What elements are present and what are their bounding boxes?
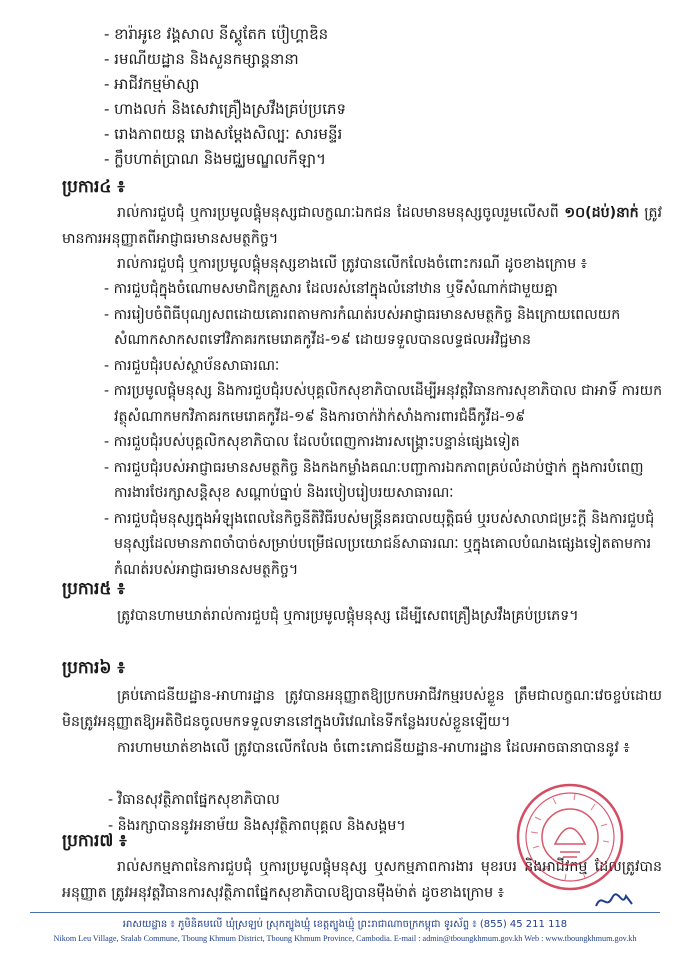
- footer-address-english: Nikom Leu Village, Sralab Commune, Tboung Khmum District, Tboung Khmum Province, Cambodia. E-mail : admin@tboungkhmum.gov.kh Web : www.tboungkhmum.gov.kh: [53, 934, 637, 943]
- article4-text-a: រាល់ការជួបជុំ ឬការប្រមូលផ្តុំមនុស្សជាលក្ខណៈឯកជន ដែលមានមនុស្សចូលរួមលើសពី: [117, 205, 565, 221]
- list-item: - ការជួបជុំក្នុងចំណោមសមាជិកគ្រួសារ ដែលរស់នៅក្នុងលំនៅឋាន ឬទីសំណាក់ជាមួយគ្នា: [104, 281, 558, 297]
- list-item: - ការជួបជុំរបស់បុគ្គលិកសុខាភិបាល ដែលបំពេញការងារសង្គ្រោះបន្ទាន់ផ្សេងទៀត: [104, 434, 520, 450]
- article4-paragraph-1: [62, 201, 662, 252]
- article5-heading: ប្រការ៥ ៖: [62, 579, 125, 599]
- list-item: - និងរក្សាបាននូវអនាម័យ និងសុវត្ថិភាពបុគ្គល និងសង្គម។: [108, 817, 406, 834]
- article6-heading: ប្រការ៦ ៖: [62, 658, 125, 678]
- article6-paragraph-2: ការហាមឃាត់ខាងលើ ត្រូវបានលើកលែង ចំពោះភោជនីយដ្ឋាន-អាហារដ្ឋាន ដែលអាចធានាបាននូវ ៖: [117, 740, 630, 756]
- top-bullet-list: [104, 22, 664, 172]
- article6-paragraph-1: គ្រប់ភោជនីយដ្ឋាន-អាហារដ្ឋាន ត្រូវបានអនុញ្ញាតឱ្យប្រកបអាជីវកម្មរបស់ខ្លួន ត្រឹមជាលក្ខណៈវេចខ្ចប់ដោយមិនត្រូវអនុញ្ញាតឱ្យអតិថិជនចូលមកទទួលទាននៅក្នុងបរិវេណនៃទីកន្លែងរបស់ខ្លួនឡើយ។: [62, 688, 662, 730]
- article7-paragraph: រាល់សកម្មភាពនៃការជួបជុំ ឬការប្រមូលផ្តុំមនុស្ស ឬសកម្មភាពការងារ មុខរបរ និងអាជីវកម្ម ដែលត្រូវបានអនុញ្ញាត ត្រូវអនុវត្តវិធានការសុវត្ថិភាពផ្នែកសុខាភិបាលឱ្យបានម៉ឺងម៉ាត់ ដូចខាងក្រោម ៖: [62, 859, 662, 901]
- list-item: - ក្លឹបហាត់ប្រាណ និងមជ្ឈមណ្ឌលកីឡា។: [104, 150, 327, 168]
- article4-heading: ប្រការ៤ ៖: [62, 177, 125, 197]
- article4-text-b: ត្រូវមានការអនុញ្ញាតពីអាជ្ញាធរមានសមត្ថកិច្ច។: [62, 205, 663, 247]
- list-item: - រមណីយដ្ឋាន និងសួនកម្សាន្តនានា: [104, 50, 299, 68]
- list-item: - ការប្រមូលផ្តុំមនុស្ស និងការជួបជុំរបស់បុគ្គលិកសុខាភិបាលដើម្បីអនុវត្តវិធានការសុខាភិបាល ជាអាទិ៍ ការយកវត្ថុសំណាកមកវិភាគរកមេរោគកូវីដ-១៩ និងការចាក់វ៉ាក់សាំងការពារជំងឺកូវីដ-១៩: [104, 383, 663, 425]
- list-item: - ការជួបជុំរបស់ស្ថាប័នសាធារណៈ: [104, 357, 280, 374]
- article4-exceptions-list: [104, 277, 664, 583]
- article7-heading: ប្រការ៧ ៖: [62, 831, 127, 851]
- list-item: - ការរៀបចំពិធីបុណ្យសពដោយគោរពតាមការកំណត់របស់អាជ្ញាធរមានសមត្ថកិច្ច និងក្រោយពេលយកសំណាកសាកសពទៅវិភាគរកមេរោគកូវីដ-១៩ ដោយទទួលបានលទ្ធផលអវិជ្ជមាន: [104, 306, 621, 348]
- official-seal-stamp: [515, 782, 625, 892]
- list-item: - អាជីវកម្មម៉ាស្សា: [104, 75, 200, 93]
- list-item: - រោងភាពយន្ត រោងសម្តែងសិល្បៈ សារមន្ទីរ: [104, 125, 343, 143]
- article4-text-bold: ១០(ដប់)នាក់: [564, 205, 639, 221]
- article5-paragraph: ត្រូវបានហាមឃាត់រាល់ការជួបជុំ ឬការប្រមូលផ្តុំមនុស្ស ដើម្បីសេពគ្រឿងស្រវឹងគ្រប់ប្រភេទ។: [117, 608, 579, 624]
- page-footer: [30, 912, 660, 943]
- list-item: - ការជួបជុំរបស់អាជ្ញាធរមានសមត្ថកិច្ច និងកងកម្លាំងគណៈបញ្ជាការឯកភាពគ្រប់លំដាប់ថ្នាក់ ក្នុងការបំពេញការងារថែរក្សាសន្តិសុខ សណ្តាប់ធ្នាប់ និងរបៀបរៀបរយសាធារណៈ: [104, 459, 644, 501]
- list-item: - វិធានសុវត្ថិភាពផ្នែកសុខាភិបាល: [108, 792, 280, 808]
- article6-conditions-list: [108, 788, 508, 839]
- footer-address-khmer: អាសយដ្ឋាន ៖ ភូមិនិគមលើ ឃុំស្រឡប់ ស្រុកត្បូងឃ្មុំ ខេត្តត្បូងឃ្មុំ ព្រះរាជាណាចក្រកម្ពុជា ទូរស័ព្ទ ៖ (855) 45 211 118: [122, 919, 568, 930]
- list-item: - ការជួបជុំមនុស្សក្នុងអំឡុងពេលនៃកិច្ចនីតិវិធីរបស់មន្ត្រីនគរបាលយុត្តិធម៌ ឬរបស់សាលាជម្រះក្តី និងការជួបជុំមនុស្សដែលមានភាពចាំបាច់សម្រាប់បម្រើផលប្រយោជន៍សាធារណៈ ឬក្នុងគោលបំណងផ្សេងទៀតតាមការកំណត់របស់អាជ្ញាធរមានសមត្ថកិច្ច។: [104, 510, 655, 578]
- footer-divider: [30, 912, 660, 913]
- article4-paragraph-2: រាល់ការជួបជុំ ឬការប្រមូលផ្តុំមនុស្សខាងលើ ត្រូវបានលើកលែងចំពោះករណី ដូចខាងក្រោម ៖: [117, 256, 587, 272]
- list-item: - ខារ៉ាអូខេ វង្គសាល នីស្គូតែក ប៉ៀហ្គាឌិន: [104, 25, 329, 43]
- signature-mark: [592, 888, 638, 912]
- list-item: - ហាងលក់ និងសេវាគ្រឿងស្រវឹងគ្រប់ប្រភេទ: [104, 100, 346, 118]
